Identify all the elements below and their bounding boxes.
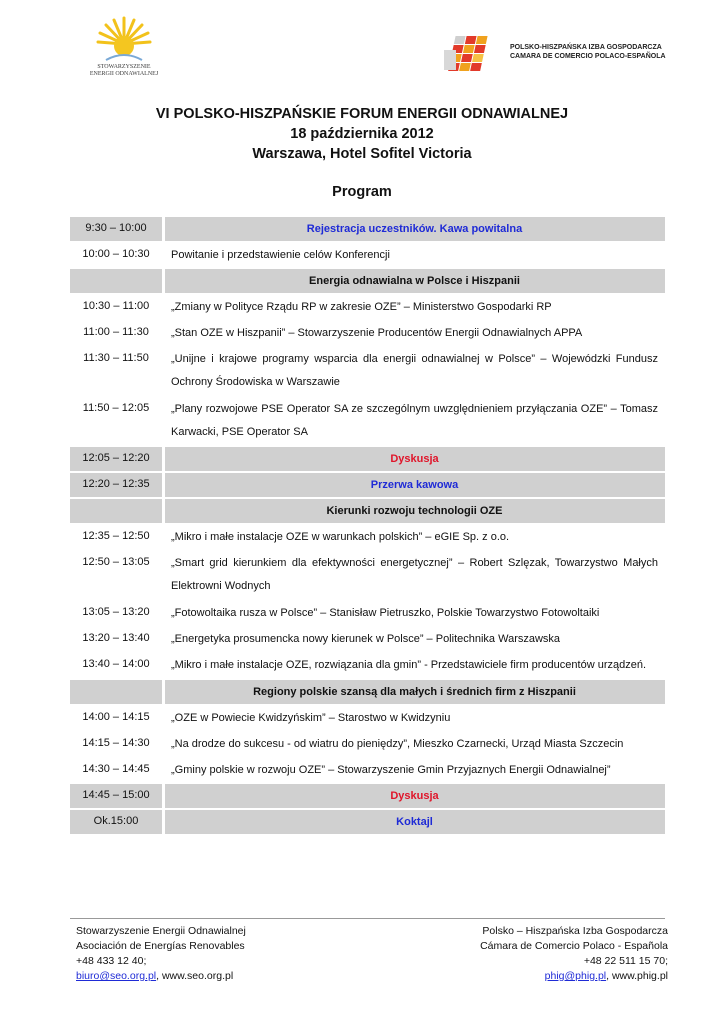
table-row <box>70 732 665 756</box>
time-cell: 14:30 – 14:45 <box>82 763 150 775</box>
agenda-item: „Plany rozwojowe PSE Operator SA ze szczególnym uwzględnieniem przyłączania OZE” – Tomasz Karwacki, PSE Operator SA <box>171 403 658 438</box>
footer-divider <box>70 918 665 919</box>
forum-title: VI POLSKO-HISZPAŃSKIE FORUM ENERGII ODNAWIALNEJ <box>155 106 569 122</box>
footer-contact <box>480 969 668 984</box>
section-title: Regiony polskie szansą dla małych i średnich firm z Hiszpanii <box>165 680 665 704</box>
agenda-item: Powitanie i przedstawienie celów Konferencji <box>171 249 390 261</box>
footer-phone: +48 433 12 40; <box>76 955 147 967</box>
program-heading: Program <box>332 184 392 200</box>
time-cell: 11:00 – 11:30 <box>83 326 149 338</box>
time-cell: 13:20 – 13:40 <box>82 632 150 644</box>
footer-org-name-es: Cámara de Comercio Polaco - Española <box>480 940 668 952</box>
section-title: Energia odnawialna w Polsce i Hiszpanii <box>165 269 665 293</box>
agenda-item: Przerwa kawowa <box>165 473 665 497</box>
agenda-item: Dyskusja <box>165 447 665 471</box>
agenda-item: „Stan OZE w Hiszpanii” – Stowarzyszenie Producentów Energii Odnawialnych APPA <box>171 327 583 339</box>
website-text: , www.phig.pl <box>606 970 668 982</box>
section-header-row <box>70 680 665 704</box>
email-link[interactable]: phig@phig.pl <box>544 970 607 982</box>
table-row <box>70 706 665 730</box>
seo-logo <box>86 14 162 86</box>
footer-org-name: Stowarzyszenie Energii Odnawialnej <box>76 925 246 937</box>
time-cell: 12:20 – 12:35 <box>70 473 162 497</box>
agenda-item: Dyskusja <box>165 784 665 808</box>
agenda-item: Koktajl <box>165 810 665 834</box>
time-cell: 10:00 – 10:30 <box>82 248 150 260</box>
agenda-item: „Mikro i małe instalacje OZE w warunkach polskich” – eGIE Sp. z o.o. <box>171 531 510 543</box>
section-header-row <box>70 269 665 293</box>
agenda-item: „Gminy polskie w rozwoju OZE” – Stowarzyszenie Gmin Przyjaznych Energii Odnawialnej” <box>171 764 611 776</box>
chamber-flag-icon <box>442 34 500 72</box>
time-cell <box>70 269 162 293</box>
email-link[interactable]: biuro@seo.org.pl <box>76 970 157 982</box>
footer-right <box>480 924 668 984</box>
agenda-item: Rejestracja uczestników. Kawa powitalna <box>165 217 665 241</box>
time-cell: 14:15 – 14:30 <box>82 737 150 749</box>
footer-left <box>76 924 246 984</box>
footer-phone: +48 22 511 15 70; <box>583 955 668 967</box>
seo-logo-text: STOWARZYSZENIE ENERGII ODNAWIALNEJ <box>89 64 159 77</box>
forum-venue: Warszawa, Hotel Sofitel Victoria <box>252 146 472 162</box>
time-cell: 12:50 – 13:05 <box>82 556 150 568</box>
section-title: Kierunki rozwoju technologii OZE <box>165 499 665 523</box>
table-row <box>70 810 665 834</box>
agenda-item: „Energetyka prosumencka nowy kierunek w Polsce” – Politechnika Warszawska <box>171 633 561 645</box>
footer-contact <box>76 969 246 984</box>
title-block <box>0 104 724 202</box>
table-row <box>70 243 665 267</box>
time-cell: 14:45 – 15:00 <box>70 784 162 808</box>
table-row <box>70 397 665 445</box>
time-cell: 11:30 – 11:50 <box>83 352 149 364</box>
phig-logo <box>442 34 672 74</box>
time-cell <box>70 499 162 523</box>
table-row <box>70 653 665 678</box>
table-row <box>70 601 665 625</box>
phig-logo-text: POLSKO-HISZPAŃSKA IZBA GOSPODARCZA CAMARA DE COMERCIO POLACO-ESPAÑOLA <box>510 44 666 60</box>
table-row <box>70 473 665 497</box>
agenda-item: „Unijne i krajowe programy wsparcia dla energii odnawialnej w Polsce” – Wojewódzki Fundusz Ochrony Środowiska w Warszawie <box>171 353 658 388</box>
table-row <box>70 217 665 241</box>
agenda-item: „Fotowoltaika rusza w Polsce” – Stanisław Pietruszko, Polskie Towarzystwo Fotowoltaiki <box>171 607 600 619</box>
schedule-table <box>70 215 665 836</box>
forum-date: 18 października 2012 <box>290 126 434 142</box>
time-cell: 14:00 – 14:15 <box>82 711 150 723</box>
table-row <box>70 758 665 782</box>
website-text: , www.seo.org.pl <box>156 970 234 982</box>
table-row <box>70 321 665 345</box>
section-header-row <box>70 499 665 523</box>
table-row <box>70 525 665 549</box>
table-row <box>70 784 665 808</box>
time-cell: 12:05 – 12:20 <box>70 447 162 471</box>
agenda-item: „Mikro i małe instalacje OZE, rozwiązania dla gmin” - Przedstawiciele firm producentów urządzeń. <box>171 659 647 671</box>
time-cell: 13:40 – 14:00 <box>82 658 150 670</box>
agenda-item: „OZE w Powiecie Kwidzyńskim” – Starostwo w Kwidzyniu <box>171 712 451 724</box>
table-row <box>70 347 665 395</box>
table-row <box>70 447 665 471</box>
agenda-item: „Smart grid kierunkiem dla efektywności energetycznej” – Robert Szlęzak, Towarzystwo Małych Elektrowni Wodnych <box>171 557 658 592</box>
table-row <box>70 295 665 319</box>
time-cell: Ok.15:00 <box>70 810 162 834</box>
footer-org-name-es: Asociación de Energías Renovables <box>76 940 245 952</box>
sun-logo-icon <box>94 14 154 64</box>
time-cell: 11:50 – 12:05 <box>82 402 150 414</box>
agenda-item: „Zmiany w Polityce Rządu RP w zakresie OZE” – Ministerstwo Gospodarki RP <box>171 301 552 313</box>
time-cell <box>70 680 162 704</box>
time-cell: 10:30 – 11:00 <box>82 300 150 312</box>
table-row <box>70 627 665 651</box>
time-cell: 9:30 – 10:00 <box>70 217 162 241</box>
time-cell: 12:35 – 12:50 <box>82 530 150 542</box>
table-row <box>70 551 665 599</box>
agenda-item: „Na drodze do sukcesu - od wiatru do pieniędzy”, Mieszko Czarnecki, Urząd Miasta Szczecin <box>171 738 624 750</box>
footer-org-name: Polsko – Hiszpańska Izba Gospodarcza <box>482 925 668 937</box>
time-cell: 13:05 – 13:20 <box>82 606 150 618</box>
